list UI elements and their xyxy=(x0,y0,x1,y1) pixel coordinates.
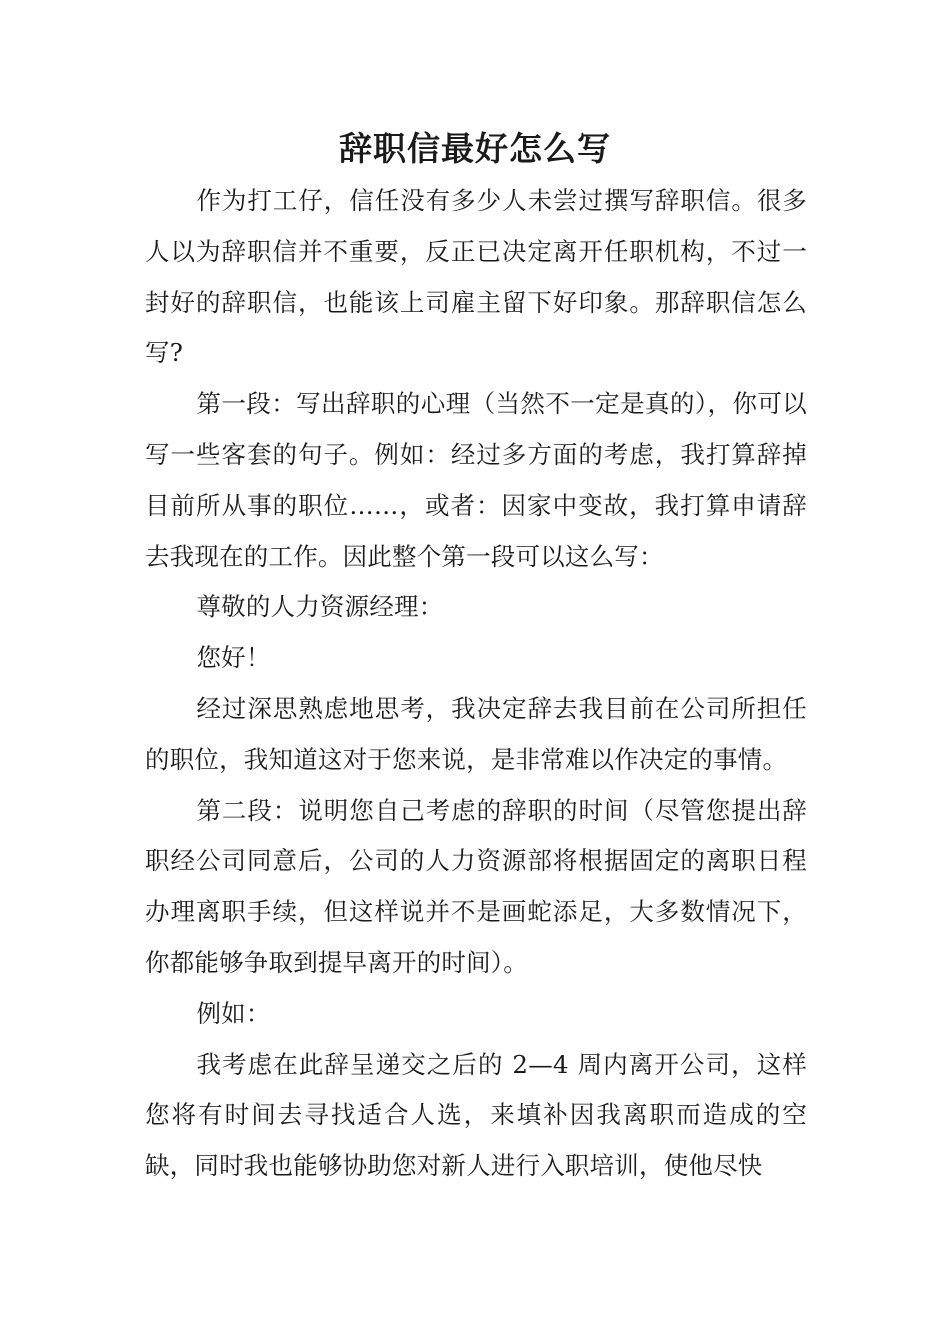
paragraph-second-section: 第二段：说明您自己考虑的辞职的时间（尽管您提出辞职经公司同意后，公司的人力资源部将根据固定的离职日程办理离职手续，但这样说并不是画蛇添足，大多数情况下，你都能够争取到提早离开的时间）。 xyxy=(145,795,807,977)
paragraph-example-two: 我考虑在此辞呈递交之后的 2—4 周内离开公司，这样您将有时间去寻找适合人选，来填补因我离职而造成的空缺，同时我也能够协助您对新人进行入职培训，使他尽快 xyxy=(145,1049,807,1181)
document-body xyxy=(145,176,807,1192)
paragraph-first-section: 第一段：写出辞职的心理（当然不一定是真的），你可以写一些客套的句子。例如：经过多方面的考虑，我打算辞掉目前所从事的职位……，或者：因家中变故，我打算申请辞去我现在的工作。因此整个第一段可以这么写： xyxy=(145,389,807,571)
paragraph-example-one: 经过深思熟虑地思考，我决定辞去我目前在公司所担任的职位，我知道这对于您来说，是非常难以作决定的事情。 xyxy=(145,693,807,774)
paragraph-intro: 作为打工仔，信任没有多少人未尝过撰写辞职信。很多人以为辞职信并不重要，反正已决定离开任职机构，不过一封好的辞职信，也能该上司雇主留下好印象。那辞职信怎么写? xyxy=(145,186,807,368)
paragraph-greeting: 您好！ xyxy=(196,643,271,673)
document-title: 辞职信最好怎么写 xyxy=(339,129,611,168)
paragraph-salutation: 尊敬的人力资源经理： xyxy=(196,592,444,622)
paragraph-example-label: 例如： xyxy=(196,998,271,1028)
